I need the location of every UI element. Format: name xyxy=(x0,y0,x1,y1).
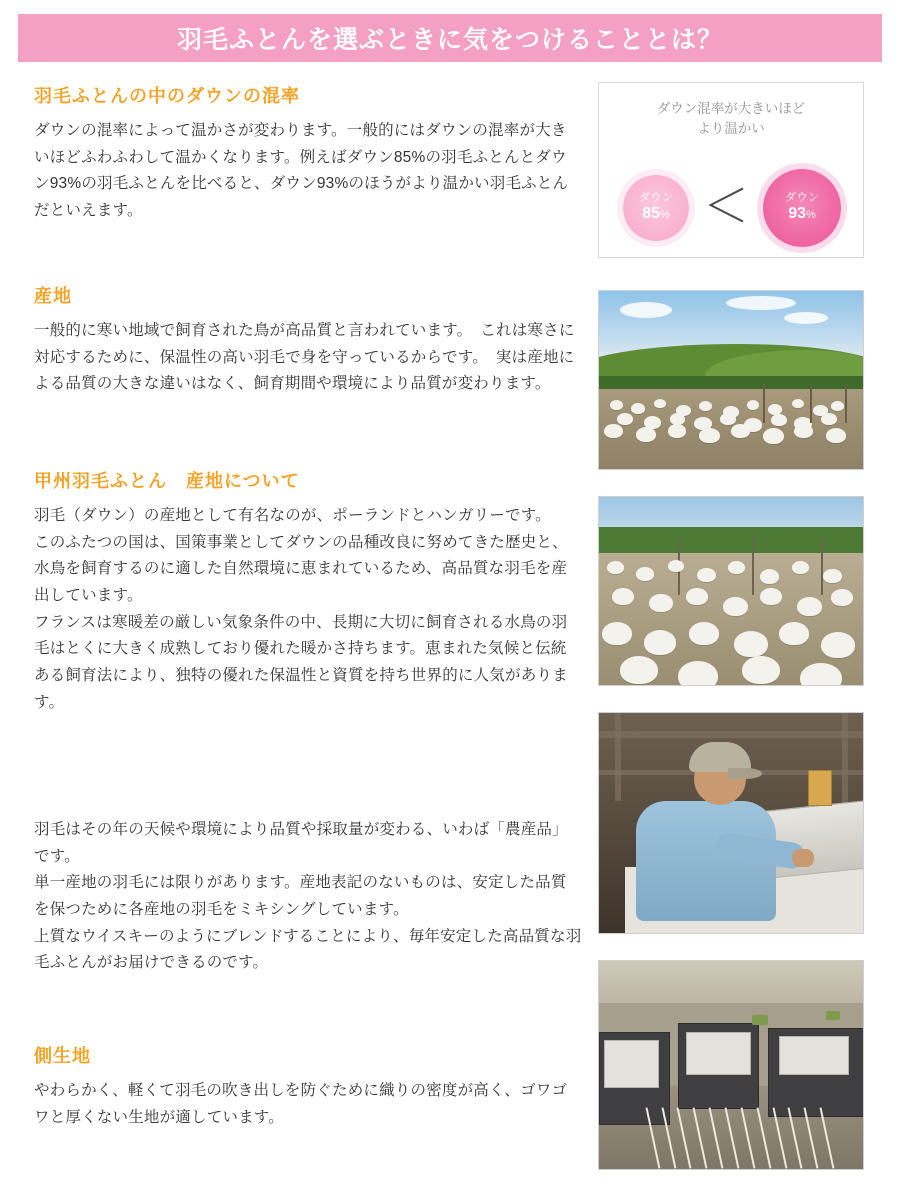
down-bubble-85-number: 85 xyxy=(642,205,660,223)
section-mix-ratio xyxy=(34,82,582,225)
section-paragraph: 上質なウイスキーのようにブレンドすることにより、毎年安定した高品質な羽毛ふとんがお届けできるのです。 xyxy=(34,927,582,972)
section-paragraph: 一般的に寒い地域で飼育された鳥が高品質と言われています。 これは寒さに対応するために、保温性の高い羽毛で身を守っているからです。 実は産地による品質の大きな違いはなく、飼育期間や環境により品質が変わります。 xyxy=(34,322,575,393)
less-than-icon: ＜ xyxy=(703,180,749,232)
section-paragraph: このふたつの国は、国策事業としてダウンの品種改良に努めてきた歴史と、水鳥を飼育するのに適した自然環境に恵まれているため、高品質な羽毛を産出しています。 xyxy=(34,533,568,604)
section-heading-mix-ratio: 羽毛ふとんの中のダウンの混率 xyxy=(34,86,300,106)
page-header-band xyxy=(18,14,882,62)
ratio-card-caption xyxy=(599,83,863,140)
photo-geese-farm xyxy=(598,496,864,686)
section-heading-origin: 産地 xyxy=(34,286,72,306)
ratio-caption-line-1: ダウン混率が大きいほど xyxy=(656,101,806,116)
ratio-comparison-row xyxy=(599,165,865,251)
section-paragraph: 羽毛はその年の天候や環境により品質や採取量が変わる、いわば「農産品」です。 xyxy=(34,821,568,865)
down-bubble-85-label: ダウン xyxy=(638,192,674,205)
page-title: 羽毛ふとんを選ぶときに気をつけることとは？ xyxy=(176,26,723,54)
section-paragraph: 羽毛（ダウン）の産地として有名なのが、ポーランドとハンガリーです。 xyxy=(34,507,551,524)
down-bubble-93-number: 93 xyxy=(788,205,806,223)
section-paragraph: フランスは寒暖差の厳しい気象条件の中、長期に大切に飼育される水鳥の羽毛はとくに大きく成熟しており優れた暖かさ持ちます。恵まれた気候と伝統ある飼育法により、独特の優れた保温性と資質を持ち世界的に人気があります。 xyxy=(34,613,568,711)
down-bubble-85-value xyxy=(642,205,670,223)
section-blend xyxy=(34,817,582,977)
photo-factory xyxy=(598,960,864,1170)
down-bubble-93-label: ダウン xyxy=(784,192,820,205)
goose-flock xyxy=(599,553,863,685)
down-bubble-85 xyxy=(623,175,689,241)
section-origin xyxy=(34,282,582,398)
section-paragraph: 単一産地の羽毛には限りがあります。産地表記のないものは、安定した品質を保つために各産地の羽毛をミキシングしています。 xyxy=(34,874,567,918)
cloud-shape xyxy=(620,302,672,318)
section-heading-koshu: 甲州羽毛ふとん 産地について xyxy=(34,471,300,491)
worker-hand xyxy=(792,849,814,867)
down-bubble-93-value xyxy=(788,205,816,223)
wood-tag xyxy=(808,770,832,806)
down-bubble-85-unit: % xyxy=(660,209,670,222)
down-ratio-card xyxy=(598,82,864,258)
photo-geese-field xyxy=(598,290,864,470)
section-koshu xyxy=(34,467,582,716)
section-paragraph: ダウンの混率によって温かさが変わります。一般的にはダウンの混率が大きいほどふわふわして温かくなります。例えばダウン85%の羽毛ふとんとダウン93%の羽毛ふとんを比べると、ダウン93%のほうがより温かい羽毛ふとんだといえます。 xyxy=(34,122,569,219)
down-bubble-93 xyxy=(763,169,841,247)
ratio-caption-line-2: より温かい xyxy=(697,121,765,137)
section-heading-fabric: 側生地 xyxy=(34,1046,91,1066)
down-bubble-93-unit: % xyxy=(806,209,816,222)
section-fabric xyxy=(34,1042,582,1131)
media-column xyxy=(598,82,866,1170)
goose-flock xyxy=(599,391,863,441)
photo-worker xyxy=(598,712,864,934)
section-paragraph: やわらかく、軽くて羽毛の吹き出しを防ぐために織りの密度が高く、ゴワゴワと厚くない生地が適しています。 xyxy=(34,1082,568,1126)
